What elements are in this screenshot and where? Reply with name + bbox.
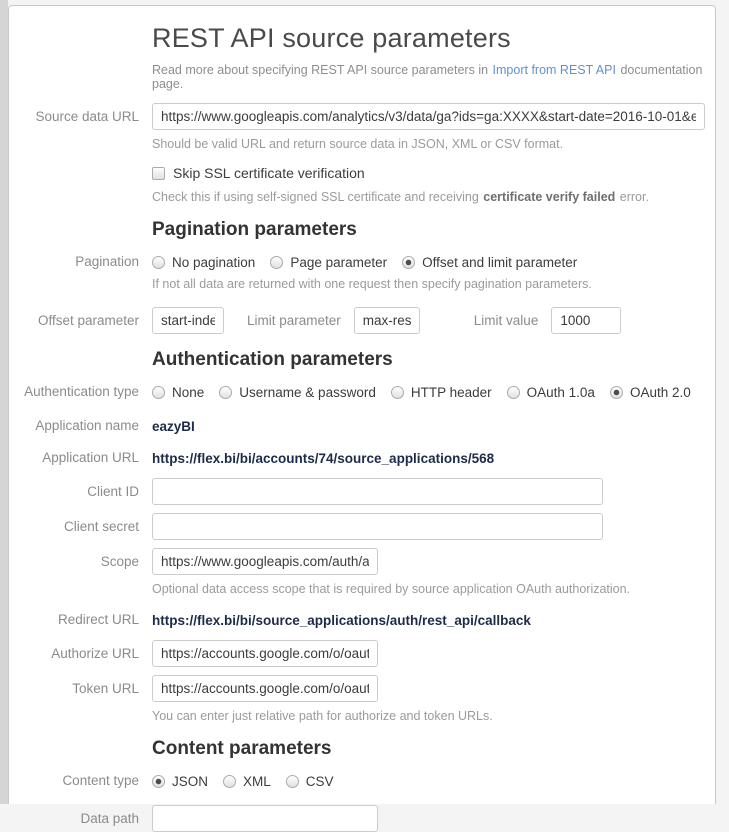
- radio-option-json[interactable]: [152, 774, 208, 789]
- auth-none-radio[interactable]: [152, 386, 165, 399]
- limit-value-input[interactable]: [551, 307, 621, 334]
- source-parameters-card: [8, 5, 716, 826]
- source-data-url-row: [9, 103, 715, 130]
- oauth20-label: OAuth 2.0: [629, 384, 691, 400]
- offset-parameter-input[interactable]: [152, 307, 224, 334]
- skip-ssl-label[interactable]: Skip SSL certificate verification: [173, 165, 365, 181]
- pagination-label: Pagination: [75, 254, 139, 269]
- http-header-radio[interactable]: [391, 386, 404, 399]
- client-secret-input[interactable]: [152, 513, 603, 540]
- http-header-label: HTTP header: [410, 384, 492, 400]
- data-path-row: [9, 805, 715, 832]
- ssl-help-bold: certificate verify failed: [483, 190, 616, 204]
- radio-option-offset-limit[interactable]: [402, 255, 577, 270]
- client-id-label: Client ID: [87, 483, 139, 499]
- pagination-type-row: [9, 254, 715, 270]
- client-secret-label: Client secret: [63, 518, 139, 534]
- scope-row: [9, 548, 715, 575]
- pagination-heading: Pagination parameters: [152, 219, 357, 240]
- ssl-help-prefix: Check this if using self-signed SSL certificate and receiving: [152, 190, 479, 204]
- subtitle-text-prefix: Read more about specifying REST API source parameters in: [152, 63, 489, 77]
- ssl-help-suffix: error.: [619, 190, 649, 204]
- pagination-help: If not all data are returned with one request then specify pagination parameters.: [152, 277, 592, 291]
- application-name-row: [9, 418, 715, 434]
- xml-label: XML: [243, 773, 271, 789]
- radio-option-oauth20[interactable]: [610, 385, 691, 400]
- token-url-label: Token URL: [72, 680, 139, 696]
- content-type-row: [9, 773, 715, 789]
- application-url-label: Application URL: [42, 450, 139, 465]
- offset-parameter-label: Offset parameter: [37, 312, 139, 328]
- offset-limit-row: [9, 307, 715, 334]
- data-path-input[interactable]: [152, 805, 378, 832]
- redirect-url-value: https://flex.bi/bi/source_applications/auth/rest_api/callback: [152, 612, 531, 628]
- redirect-url-label: Redirect URL: [57, 612, 139, 627]
- scope-help: Optional data access scope that is required by source application OAuth authorization.: [152, 582, 631, 596]
- subtitle-text-suffix: documentation page.: [152, 63, 703, 91]
- content-type-label: Content type: [62, 773, 139, 788]
- json-label: JSON: [172, 773, 209, 789]
- scope-label: Scope: [100, 553, 139, 569]
- page-title: REST API source parameters: [152, 23, 511, 53]
- authorize-url-label: Authorize URL: [51, 645, 139, 661]
- limit-value-label: Limit value: [473, 313, 539, 328]
- username-password-radio[interactable]: [219, 386, 232, 399]
- no-pagination-label: No pagination: [172, 254, 256, 270]
- page-subtitle: [152, 63, 715, 91]
- authentication-heading: Authentication parameters: [152, 349, 393, 370]
- limit-parameter-label: Limit parameter: [247, 313, 341, 328]
- page-left-margin: [0, 0, 8, 804]
- source-url-help: Should be valid URL and return source data in JSON, XML or CSV format.: [152, 137, 564, 151]
- xml-radio[interactable]: [223, 775, 236, 788]
- json-radio[interactable]: [152, 775, 165, 788]
- radio-option-http-header[interactable]: [391, 385, 492, 400]
- offset-limit-radio[interactable]: [402, 256, 415, 269]
- application-name-value: eazyBI: [152, 418, 195, 434]
- source-data-url-input[interactable]: [152, 103, 705, 130]
- client-id-input[interactable]: [152, 478, 603, 505]
- data-path-label: Data path: [80, 810, 139, 826]
- page-parameter-label: Page parameter: [290, 254, 388, 270]
- radio-option-csv[interactable]: [286, 774, 334, 789]
- username-password-label: Username & password: [239, 384, 376, 400]
- authentication-type-row: [9, 384, 715, 400]
- content-heading: Content parameters: [152, 738, 332, 759]
- oauth20-radio[interactable]: [610, 386, 623, 399]
- limit-parameter-input[interactable]: [354, 307, 420, 334]
- client-secret-row: [9, 513, 715, 540]
- authorize-url-row: [9, 640, 715, 667]
- token-url-row: [9, 675, 715, 702]
- client-id-row: [9, 478, 715, 505]
- radio-option-username-password[interactable]: [219, 385, 376, 400]
- radio-option-page-parameter[interactable]: [270, 255, 387, 270]
- application-name-label: Application name: [35, 418, 139, 433]
- radio-option-no-pagination[interactable]: [152, 255, 255, 270]
- redirect-url-row: [9, 612, 715, 628]
- application-url-value: https://flex.bi/bi/accounts/74/source_applications/568: [152, 450, 495, 466]
- oauth10a-label: OAuth 1.0a: [526, 384, 595, 400]
- radio-option-xml[interactable]: [223, 774, 271, 789]
- import-from-rest-api-link[interactable]: Import from REST API: [492, 63, 616, 77]
- oauth10a-radio[interactable]: [507, 386, 520, 399]
- token-url-input[interactable]: [152, 675, 378, 702]
- csv-radio[interactable]: [286, 775, 299, 788]
- page-parameter-radio[interactable]: [270, 256, 283, 269]
- radio-option-oauth10a[interactable]: [507, 385, 595, 400]
- offset-limit-label: Offset and limit parameter: [422, 254, 578, 270]
- token-authorize-help: You can enter just relative path for authorize and token URLs.: [152, 709, 493, 723]
- auth-none-label: None: [172, 384, 205, 400]
- ssl-help: [152, 190, 715, 204]
- skip-ssl-checkbox[interactable]: [152, 167, 165, 180]
- rest-api-source-form: [9, 6, 715, 832]
- authorize-url-input[interactable]: [152, 640, 378, 667]
- csv-label: CSV: [305, 773, 334, 789]
- application-url-row: [9, 450, 715, 466]
- scope-input[interactable]: [152, 548, 378, 575]
- skip-ssl-row: [152, 165, 715, 181]
- radio-option-auth-none[interactable]: [152, 385, 204, 400]
- no-pagination-radio[interactable]: [152, 256, 165, 269]
- source-data-url-label: Source data URL: [35, 108, 139, 124]
- authentication-type-label: Authentication type: [24, 384, 139, 399]
